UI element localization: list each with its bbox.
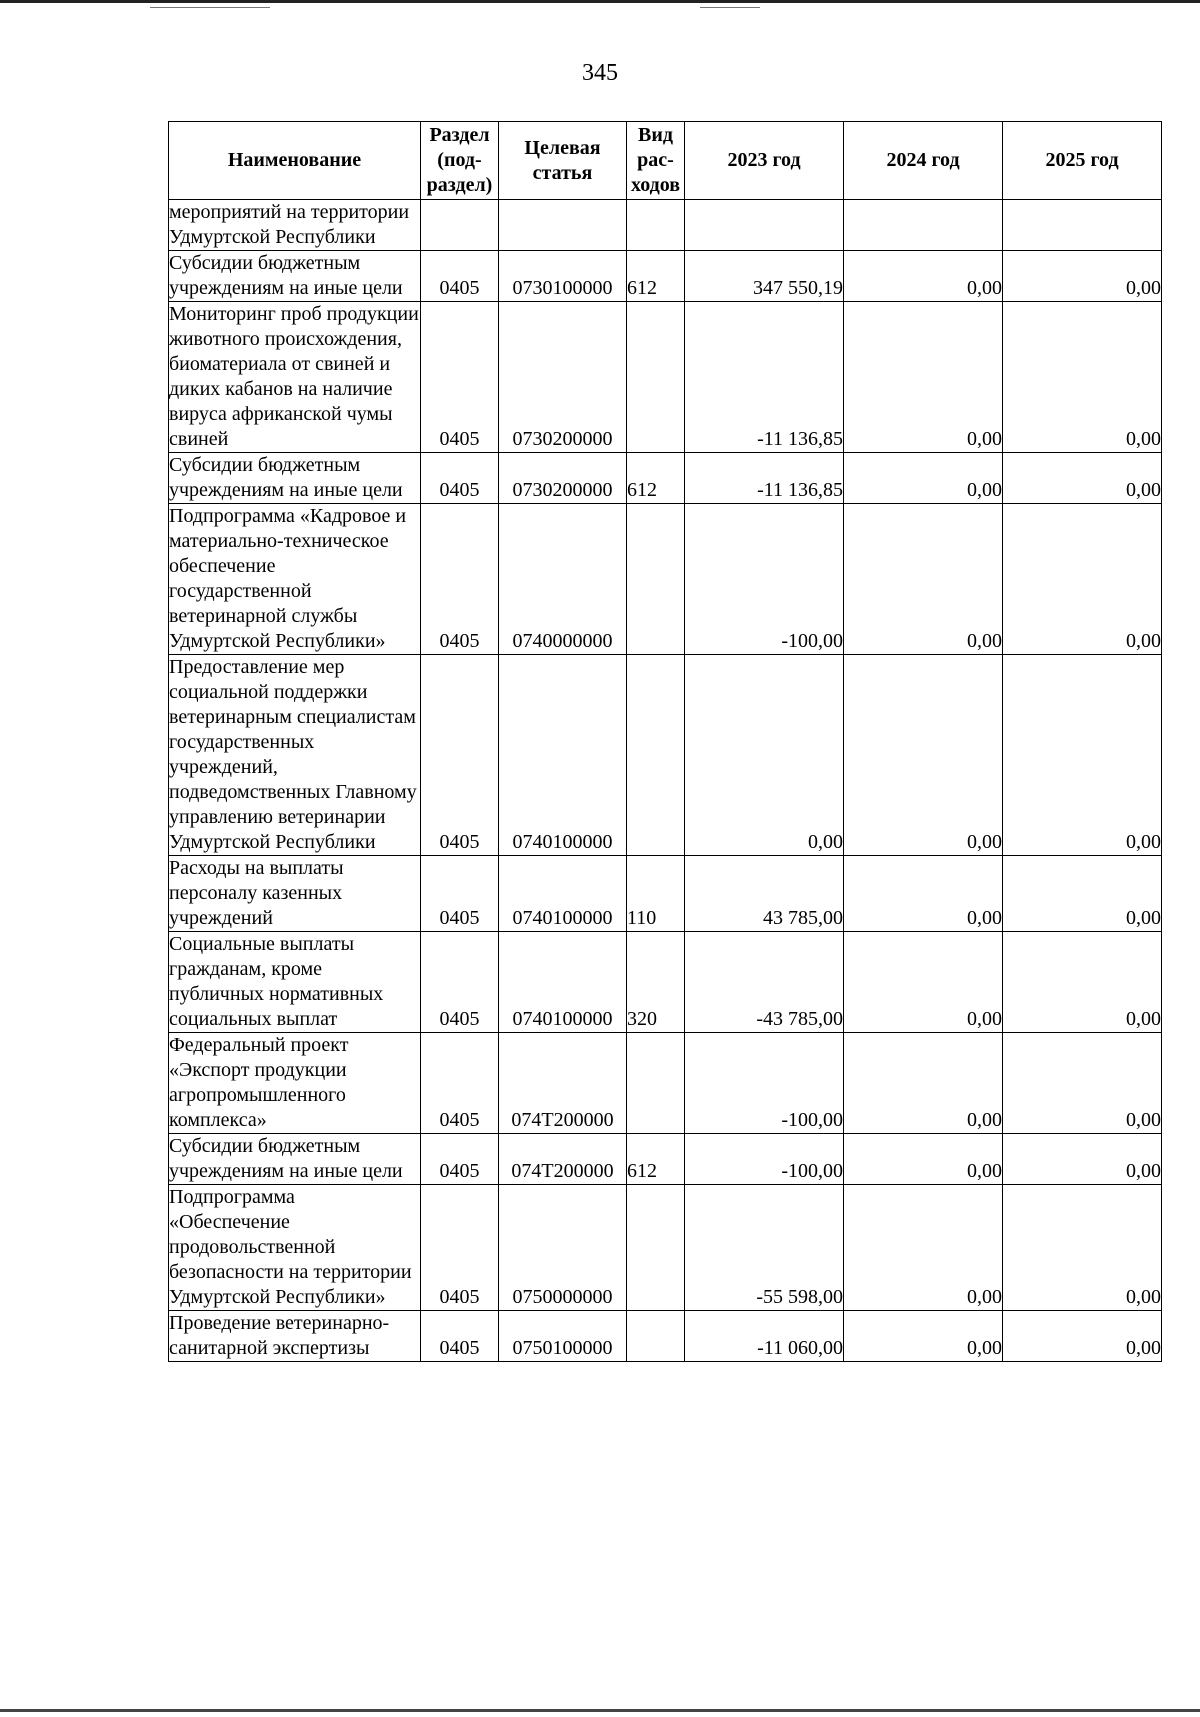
- cell-2023: -100,00: [685, 1134, 844, 1185]
- cell-kind: [627, 655, 685, 856]
- cell-2025: 0,00: [1003, 1033, 1162, 1134]
- cell-2025: 0,00: [1003, 856, 1162, 932]
- cell-2025: 0,00: [1003, 655, 1162, 856]
- header-2024: 2024 год: [844, 122, 1003, 200]
- cell-kind: [627, 504, 685, 655]
- table-row: [169, 1033, 1162, 1134]
- cell-2025: 0,00: [1003, 1134, 1162, 1185]
- cell-article: 074Т200000: [499, 1134, 627, 1185]
- cell-name: Подпрограмма «Обеспечение продовольственной безопасности на территории Удмуртской Республики»: [169, 1185, 421, 1311]
- cell-2023: -43 785,00: [685, 932, 844, 1033]
- cell-2024: 0,00: [844, 1185, 1003, 1311]
- cell-article: 0740100000: [499, 655, 627, 856]
- cell-article: 074Т200000: [499, 1033, 627, 1134]
- table-body: [169, 200, 1162, 1362]
- cell-section: 0405: [421, 251, 499, 302]
- cell-name: Субсидии бюджетным учреждениям на иные цели: [169, 1134, 421, 1185]
- table-row: [169, 504, 1162, 655]
- cell-2024: 0,00: [844, 302, 1003, 453]
- cell-name: Мониторинг проб продукции животного происхождения, биоматериала от свиней и диких кабанов на наличие вируса африканской чумы свиней: [169, 302, 421, 453]
- cell-kind: 612: [627, 1134, 685, 1185]
- cell-section: [421, 200, 499, 251]
- cell-kind: [627, 302, 685, 453]
- cell-2024: 0,00: [844, 932, 1003, 1033]
- cell-section: 0405: [421, 453, 499, 504]
- table-row: [169, 453, 1162, 504]
- header-2025: 2025 год: [1003, 122, 1162, 200]
- cell-kind: [627, 1185, 685, 1311]
- cell-2023: 0,00: [685, 655, 844, 856]
- cell-article: 0730100000: [499, 251, 627, 302]
- table-row: [169, 932, 1162, 1033]
- table-row: [169, 1134, 1162, 1185]
- cell-name: Подпрограмма «Кадровое и материально-техническое обеспечение государственной ветеринарной службы Удмуртской Республики»: [169, 504, 421, 655]
- cell-2025: 0,00: [1003, 453, 1162, 504]
- cell-section: 0405: [421, 1311, 499, 1362]
- cell-2024: 0,00: [844, 453, 1003, 504]
- cell-section: 0405: [421, 1185, 499, 1311]
- cell-section: 0405: [421, 856, 499, 932]
- scan-bottom-edge: [0, 1709, 1200, 1712]
- cell-article: [499, 200, 627, 251]
- table-row: [169, 302, 1162, 453]
- table-row: [169, 200, 1162, 251]
- cell-2023: -11 060,00: [685, 1311, 844, 1362]
- scan-artifact: [150, 7, 270, 8]
- cell-2025: 0,00: [1003, 932, 1162, 1033]
- cell-article: 0740100000: [499, 932, 627, 1033]
- cell-name: Субсидии бюджетным учреждениям на иные цели: [169, 453, 421, 504]
- budget-table: [168, 121, 1162, 1362]
- cell-section: 0405: [421, 655, 499, 856]
- cell-name: Субсидии бюджетным учреждениям на иные цели: [169, 251, 421, 302]
- cell-2023: -11 136,85: [685, 302, 844, 453]
- cell-2025: 0,00: [1003, 1311, 1162, 1362]
- cell-2024: 0,00: [844, 251, 1003, 302]
- cell-section: 0405: [421, 504, 499, 655]
- cell-article: 0750000000: [499, 1185, 627, 1311]
- cell-section: 0405: [421, 1134, 499, 1185]
- cell-2024: 0,00: [844, 1134, 1003, 1185]
- header-2023: 2023 год: [685, 122, 844, 200]
- table-row: [169, 251, 1162, 302]
- scan-top-edge: [0, 0, 1200, 3]
- cell-kind: 320: [627, 932, 685, 1033]
- cell-2024: 0,00: [844, 504, 1003, 655]
- cell-section: 0405: [421, 932, 499, 1033]
- header-name: Наименование: [169, 122, 421, 200]
- header-kind: Вид рас-ходов: [627, 122, 685, 200]
- header-article: Целевая статья: [499, 122, 627, 200]
- cell-2024: [844, 200, 1003, 251]
- cell-kind: 612: [627, 251, 685, 302]
- cell-kind: [627, 1033, 685, 1134]
- cell-section: 0405: [421, 1033, 499, 1134]
- cell-2023: 347 550,19: [685, 251, 844, 302]
- cell-article: 0740000000: [499, 504, 627, 655]
- scan-artifact: [700, 7, 760, 8]
- cell-2023: -11 136,85: [685, 453, 844, 504]
- cell-kind: [627, 1311, 685, 1362]
- cell-name: Федеральный проект «Экспорт продукции агропромышленного комплекса»: [169, 1033, 421, 1134]
- cell-name: Социальные выплаты гражданам, кроме публичных нормативных социальных выплат: [169, 932, 421, 1033]
- cell-2023: [685, 200, 844, 251]
- cell-kind: 612: [627, 453, 685, 504]
- cell-2024: 0,00: [844, 655, 1003, 856]
- cell-2025: 0,00: [1003, 504, 1162, 655]
- table-row: [169, 655, 1162, 856]
- cell-article: 0740100000: [499, 856, 627, 932]
- cell-name: Проведение ветеринарно-санитарной экспертизы: [169, 1311, 421, 1362]
- table-row: [169, 856, 1162, 932]
- cell-2023: -100,00: [685, 1033, 844, 1134]
- cell-2023: -55 598,00: [685, 1185, 844, 1311]
- cell-section: 0405: [421, 302, 499, 453]
- cell-name: Расходы на выплаты персоналу казенных учреждений: [169, 856, 421, 932]
- header-section: Раздел (под-раздел): [421, 122, 499, 200]
- cell-kind: [627, 200, 685, 251]
- cell-2024: 0,00: [844, 1033, 1003, 1134]
- cell-article: 0730200000: [499, 302, 627, 453]
- cell-2024: 0,00: [844, 856, 1003, 932]
- page-number: 345: [582, 60, 618, 86]
- cell-2023: 43 785,00: [685, 856, 844, 932]
- cell-2025: 0,00: [1003, 1185, 1162, 1311]
- cell-kind: 110: [627, 856, 685, 932]
- table-row: [169, 1311, 1162, 1362]
- cell-name: мероприятий на территории Удмуртской Республики: [169, 200, 421, 251]
- table-row: [169, 1185, 1162, 1311]
- cell-article: 0750100000: [499, 1311, 627, 1362]
- cell-2023: -100,00: [685, 504, 844, 655]
- cell-2025: 0,00: [1003, 302, 1162, 453]
- cell-2025: [1003, 200, 1162, 251]
- cell-name: Предоставление мер социальной поддержки ветеринарным специалистам государственных учреждений, подведомственных Главному управлению ветеринарии Удмуртской Республики: [169, 655, 421, 856]
- header-row: [169, 122, 1162, 200]
- cell-2025: 0,00: [1003, 251, 1162, 302]
- cell-article: 0730200000: [499, 453, 627, 504]
- cell-2024: 0,00: [844, 1311, 1003, 1362]
